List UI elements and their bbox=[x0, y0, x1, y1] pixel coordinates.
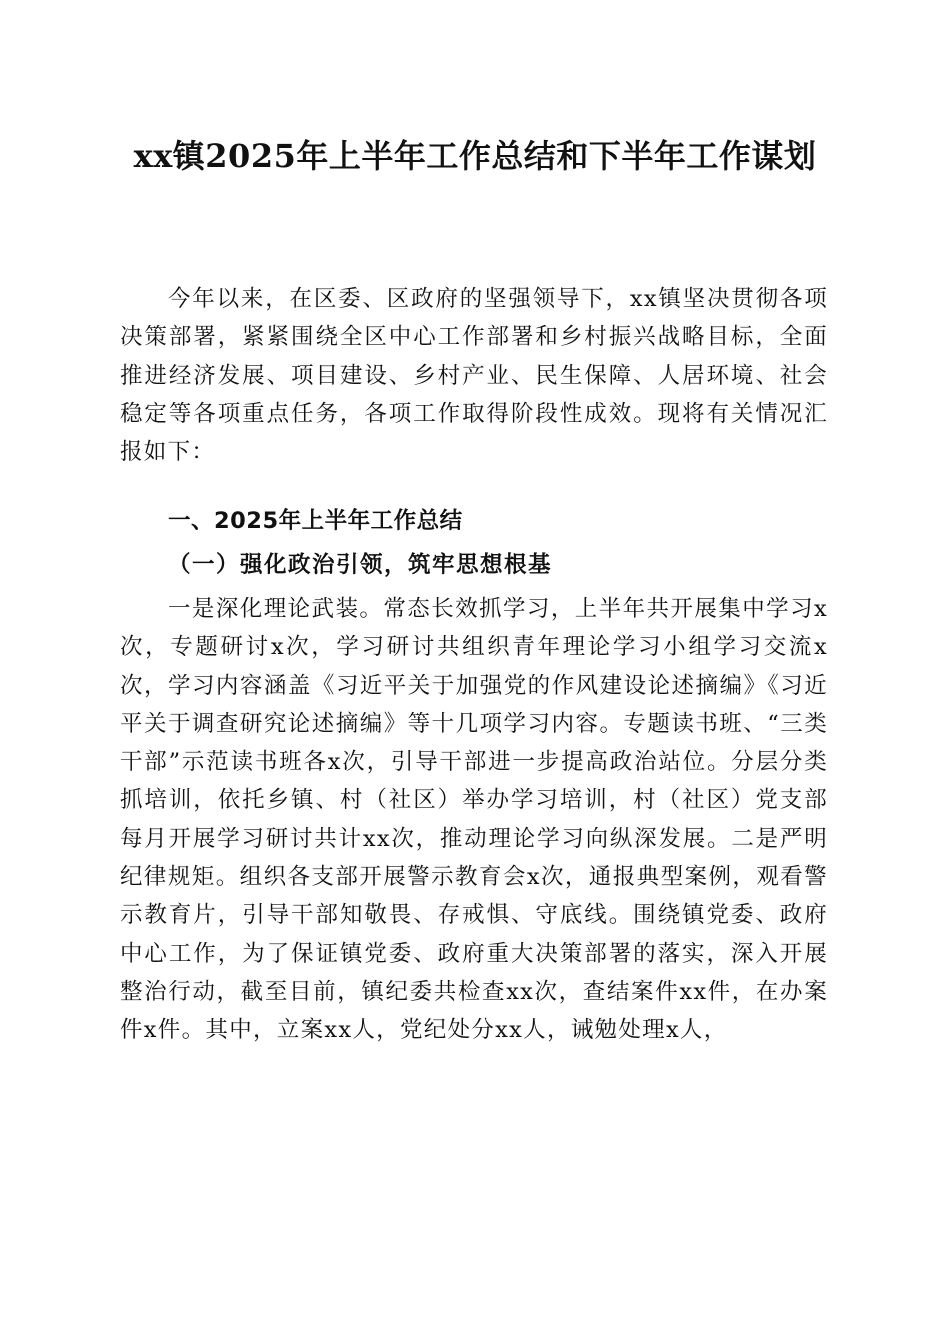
intro-paragraph: 今年以来，在区委、区政府的坚强领导下，xx镇坚决贯彻各项决策部署，紧紧围绕全区中心工作部署和乡村振兴战略目标，全面推进经济发展、项目建设、乡村产业、民生保障、人居环境、社会稳定等各项重点任务，各项工作取得阶段性成效。现将有关情况汇报如下： bbox=[120, 286, 828, 466]
subsection-heading: （一）强化政治引领，筑牢思想根基 bbox=[168, 552, 553, 578]
body-paragraph: 一是深化理论武装。常态长效抓学习，上半年共开展集中学习x次，专题研讨x次，学习研讨共组织青年理论学习小组学习交流x次，学习内容涵盖《习近平关于加强党的作风建设论述摘编》《习近平关于调查研究论述摘编》等十几项学习内容。专题读书班、“三类干部”示范读书班各x次，引导干部进一步提高政治站位。分层分类抓培训，依托乡镇、村（社区）举办学习培训，村（社区）党支部每月开展学习研讨共计xx次，推动理论学习向纵深发展。二是严明纪律规矩。组织各支部开展警示教育会x次，通报典型案例，观看警示教育片，引导干部知敬畏、存戒惧、守底线。围绕镇党委、政府中心工作，为了保证镇党委、政府重大决策部署的落实，深入开展整治行动，截至目前，镇纪委共检查xx次，查结案件xx件，在办案件x件。其中，立案xx人，党纪处分xx人，诫勉处理x人， bbox=[120, 596, 828, 1044]
document-title: xx镇2025年上半年工作总结和下半年工作谋划 bbox=[133, 137, 817, 175]
section-heading: 一、2025年上半年工作总结 bbox=[168, 508, 463, 534]
